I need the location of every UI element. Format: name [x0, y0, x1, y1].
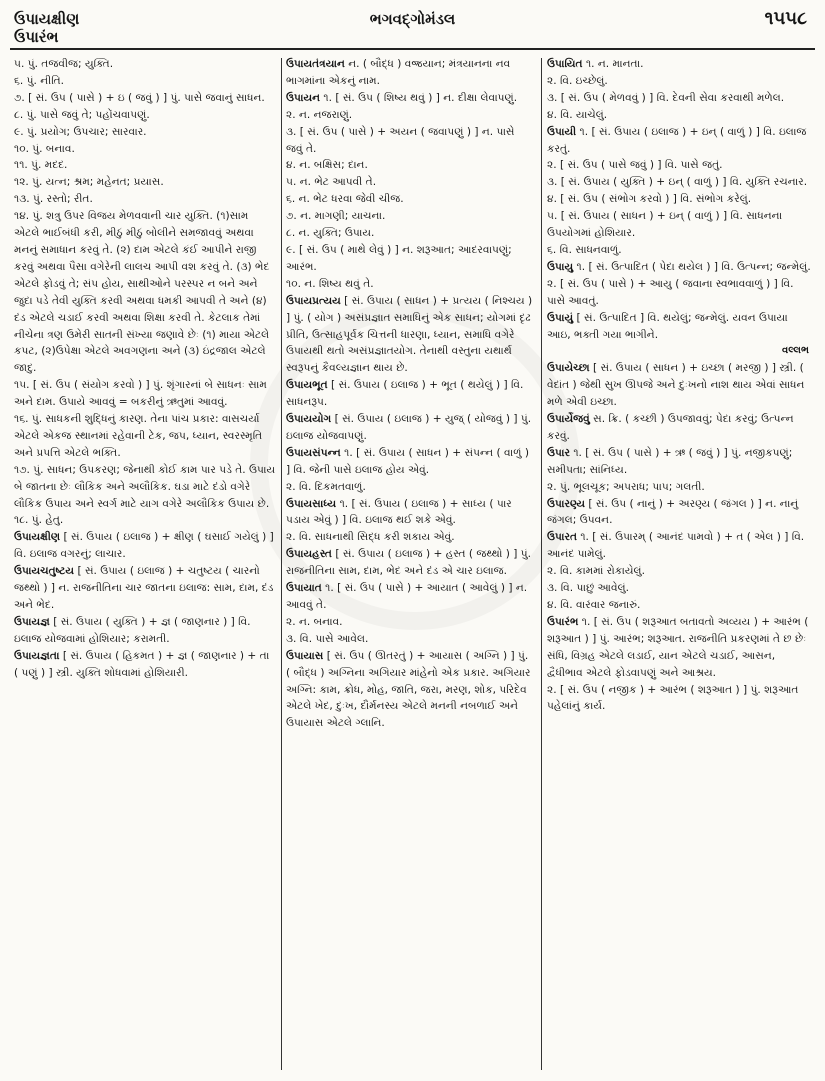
entry-definition: ૮. ન. યુક્તિ; ઉપાય.	[286, 227, 375, 240]
entry-definition: ૧૭. પું. સાધન; ઉપકરણ; જેનાથી કોઈ કામ પાર પડે તે. ઉપાય બે જાતના છેઃ લૌકિક અને અલૌકિક. ઘડા માટે દંડો વગેરે લૌકિક ઉપાય અને સ્વર્ગ માટે યાગ વગેરે અલૌકિક ઉપાય છે.	[14, 463, 276, 510]
dictionary-entry	[547, 73, 813, 90]
dictionary-entry	[286, 107, 534, 124]
entry-headword: ઉપાયી	[547, 125, 577, 138]
entry-headword: ઉપાયન	[286, 91, 321, 104]
entry-definition: ૧. [ સં. ઉપાય ( ઇલાજ ) + સાધ્ય ( પાર પડાય એવું ) ] વિ. ઇલાજ થઈ શકે એવું.	[286, 497, 512, 527]
column-divider	[281, 58, 282, 1070]
dictionary-entry	[547, 174, 813, 191]
dictionary-entry	[286, 56, 534, 90]
entry-headword: ઉપારત	[547, 531, 577, 544]
entry-definition: ૬. ન. ભેટ ધરવા જેવી ચીજ.	[286, 193, 404, 206]
dictionary-entry	[547, 157, 813, 174]
dictionary-entry	[286, 580, 534, 614]
page-number: ૧૫૫૮	[764, 8, 807, 29]
entry-definition: ૮. પું. પાસે જવું તે; પહોંચવાપણું.	[14, 108, 150, 121]
entry-headword: ઉપાયજ્ઞ	[14, 615, 50, 628]
dictionary-entry	[286, 90, 534, 107]
entry-definition: ૨. [ સં. ઉપ ( નજીક ) + આરંભ ( શરૂઆત ) ] પું. શરૂઆત પહેલાંનું કાર્ય.	[547, 683, 799, 713]
dictionary-entry	[14, 563, 276, 614]
entry-headword: ઉપાયભૂત	[286, 379, 328, 392]
entry-headword: ઉપાયેચ્છા	[547, 362, 590, 375]
entry-headword: ઉપાયહસ્ત	[286, 548, 332, 561]
entry-definition: ૧. [ સં. ઉપ ( શિષ્ય થવું ) ] ન. દીક્ષા લેવાપણું.	[320, 91, 518, 104]
dictionary-entry	[286, 157, 534, 174]
entry-definition: [ સં. ઉપાય ( યુક્તિ ) + જ્ઞ ( જાણનાર ) ] વિ. ઇલાજ યોજવામાં હોશિયાર; કરામતી.	[14, 615, 251, 645]
entry-definition: [ સં. ઉપાય ( ઇલાજ ) + ક્ષીણ ( ઘસાઈ ગયેલું ) ] વિ. ઇલાજ વગરનું; લાચાર.	[14, 531, 274, 561]
dictionary-entry	[547, 56, 813, 73]
dictionary-entry	[14, 90, 276, 107]
entry-definition: ૧. ન. માનતા.	[582, 58, 644, 70]
dictionary-entry	[286, 614, 534, 631]
entry-headword: ઉપારંભ	[547, 615, 579, 628]
dictionary-entry	[14, 512, 276, 529]
entry-headword: ઉપાયાત	[286, 582, 322, 595]
entry-definition: ૬. વિ. સાધનવાળું.	[547, 243, 622, 256]
column-3	[547, 56, 813, 1072]
dictionary-entry	[286, 479, 534, 496]
entry-definition: ૧૧. પું. મદદ.	[14, 159, 68, 172]
entry-definition: [ સં. ઉપાય ( હિકમત ) + જ્ઞ ( જાણનાર ) + તા ( પણું ) ] સ્ત્રી. યુક્તિ શોધવામાં હોશિયારી.	[14, 649, 270, 679]
header-last-word: ઉપારંભ	[14, 28, 59, 46]
entry-definition: ૪. [ સં. ઉપ ( સંભોગ કરવો ) ] વિ. સંભોગ કરેલું.	[547, 193, 752, 206]
entry-definition: [ સં. ઉપાય ( ઇલાજ ) + ચતુષ્ટય ( ચારનો જથ્થો ) ] ન. રાજનીતિના ચાર જાતના ઇલાજ: સામ, દામ, દંડ અને ભેદ.	[14, 565, 274, 611]
dictionary-entry	[14, 141, 276, 158]
dictionary-entry	[14, 124, 276, 141]
dictionary-entry	[14, 191, 276, 208]
entry-definition: ૬. પું. નીતિ.	[14, 74, 64, 87]
entry-headword: ઉપાયતંત્રયાન	[286, 58, 345, 70]
entry-definition: ૩. [ સં. ઉપ ( પાસે ) + અયન ( જવાપણું ) ] ન. પાસે જવું તે.	[286, 125, 515, 155]
dictionary-entry	[14, 529, 276, 563]
entry-definition: [ સં. ઉપાય ( સાધન ) + પ્રત્યય ( નિશ્ચય ) ] પું. ( યોગ ) અસંપ્રજ્ઞાત સમાધિનું એક સાધન; યોગમાં દૃઢ પ્રીતિ, ઉત્સાહપૂર્વક ચિત્તની ધારણા, ધ્યાન, સમાધિ વગેરે ઉપાયથી થતો અસંપ્રજ્ઞાતયોગ. તેનાથી વસ્તુના યથાર્થ સ્વરૂપનું કૈવલ્યજ્ઞાન થાય છે.	[286, 294, 533, 375]
entry-definition: ૪. વિ. યાચેલું.	[547, 108, 608, 121]
entry-definition: ૨. પું. ભૂલચૂક; અપરાધ; પાપ; ગલતી.	[547, 480, 705, 493]
dictionary-entry	[286, 174, 534, 191]
entry-headword: ઉપાયિત	[547, 58, 583, 70]
dictionary-entry	[547, 597, 813, 614]
dictionary-entry	[286, 191, 534, 208]
entry-definition: [ સં. ઉપ ( નાનું ) + અરણ્ય ( જંગલ ) ] ન. નાનું જંગલ; ઉપવન.	[547, 497, 799, 527]
column-divider	[541, 58, 542, 1070]
dictionary-entry	[547, 563, 813, 580]
entry-definition: ૩. વિ. પાછું આવેલું.	[547, 582, 629, 595]
dictionary-entry	[547, 107, 813, 124]
dictionary-entry	[286, 377, 534, 411]
entry-definition: ૩. વિ. પાસે આવેલ.	[286, 632, 369, 645]
entry-definition: ૨. [ સં. ઉપ ( પાસે જવું ) ] વિ. પાસે જતું.	[547, 159, 723, 172]
entry-definition: [ સં. ઉપાય ( સાધન ) + ઇચ્છા ( મરજી ) ] સ્ત્રી. ( વેદાંત ) જેથી સુખ ઊપજે અને દુઃખનો નાશ થાય એવાં સાધન મળે એવી ઇચ્છા.	[547, 362, 805, 409]
entry-definition: ૧. [ સં. ઉત્પાદિત ( પેદા થયેલ ) ] વિ. ઉત્પન્ન; જન્મેલું.	[573, 260, 811, 273]
dictionary-entry	[547, 90, 813, 107]
entry-headword: ઉપાર	[547, 446, 570, 459]
dictionary-entry	[547, 496, 813, 530]
dictionary-entry	[547, 259, 813, 276]
entry-definition: ૧. [ સં. ઉપાય ( ઇલાજ ) + ઇન્ ( વાળું ) ] વિ. ઇલાજ કરતું.	[547, 125, 807, 155]
entry-definition: ૨. વિ. ઇચ્છેલું.	[547, 74, 608, 87]
source-name: વલ્લભ	[782, 345, 809, 357]
entry-headword: ઉપાયુ	[547, 260, 574, 273]
dictionary-entry	[547, 614, 813, 682]
dictionary-entry	[547, 479, 813, 496]
dictionary-entry	[286, 225, 534, 242]
entry-definition: ૧. [ સં. ઉપારમ્ ( આનંદ પામવો ) + ત ( એલ ) ] વિ. આનંદ પામેલું.	[547, 531, 805, 561]
entry-definition: ૯. પું. પ્રયોગ; ઉપચાર; સારવાર.	[14, 125, 147, 138]
entry-headword: ઉપાયચતુષ્ટય	[14, 565, 75, 578]
entry-headword: ઉપાયપ્રત્યય	[286, 294, 341, 307]
dictionary-entry	[547, 208, 813, 242]
entry-definition: ૨. વિ. કામમાં રોકાયેલું.	[547, 565, 645, 578]
dictionary-entry	[14, 411, 276, 462]
dictionary-entry	[14, 648, 276, 682]
entry-definition: ૧૬. પું. સાધકની શુદ્ધિનું કારણ. તેના પાંચ પ્રકાર: વાસચર્યા એટલે એકજ સ્થાનમાં રહેવાની ટેક, જપ, ધ્યાન, સ્વરસ્મૃતિ અને પ્રપત્તિ એટલે ભક્તિ.	[14, 413, 263, 459]
entry-definition: ૧૦. પું. બનાવ.	[14, 142, 75, 155]
column-1	[14, 56, 276, 1072]
dictionary-entry	[286, 631, 534, 648]
dictionary-entry	[547, 191, 813, 208]
entry-headword: ઉપાર્યેજવું	[547, 413, 590, 426]
entry-headword: ઉપાયક્ષીણ	[14, 531, 61, 544]
entry-definition: [ સં. ઉપાય ( ઇલાજ ) + ભૂત ( થયેલું ) ] વિ. સાધનરૂપ.	[286, 379, 524, 409]
dictionary-entry	[286, 293, 534, 378]
entry-definition: [ સં. ઉપાય ( ઇલાજ ) + હસ્ત ( જથ્થો ) ] પું. રાજનીતિના સામ, દામ, ભેદ અને દંડ એ ચાર ઇલાજ.	[286, 548, 532, 578]
header-title: ભગવદ્ગોમંડલ	[369, 10, 456, 28]
dictionary-entry	[547, 580, 813, 597]
dictionary-entry	[14, 56, 276, 73]
header-first-word: ઉપાયક્ષીણ	[14, 10, 80, 28]
entry-definition: ૧. [ સં. ઉપ ( શરૂઆત બતાવતો અવ્યય ) + આરંભ ( શરૂઆત ) ] પું. આરંભ; શરૂઆત. રાજનીતિ પ્રકરણમાં તે છ છેઃ સંધિ, વિગ્રહ એટલે લડાઈ, યાન એટલે ચડાઈ, આસન, દ્વૈધીભાવ એટલે ફોડવાપણું અને આશ્રય.	[547, 615, 809, 679]
dictionary-entry	[547, 242, 813, 259]
entry-headword: ઉપાયયોગ	[286, 413, 332, 426]
entry-definition: [ સં. ઉપ ( ઊતરતું ) + આયાસ ( અગ્નિ ) ] પું. ( બૌદ્ધ ) અગ્નિના અગિયાર માંહેનો એક પ્રકાર. અગિયાર અગ્નિ: કામ, ક્રોધ, મોહ, જાતિ, જરા, મરણ, શોક, પરિદેવ એટલે ખેદ, દુઃખ, દૌર્મનસ્ય એટલે મનની નબળાઈ અને ઉપાયાસ એટલે ગ્લાનિ.	[286, 649, 531, 730]
dictionary-entry	[286, 124, 534, 158]
entry-definition: ૫. ન. ભેટ આપવી તે.	[286, 176, 377, 189]
dictionary-entry	[547, 445, 813, 479]
entry-definition: ૨. ન. નજરાણું.	[286, 108, 353, 121]
entry-definition: ૨. વિ. દિકમતવાળું.	[286, 480, 366, 493]
dictionary-entry	[14, 107, 276, 124]
dictionary-entry	[547, 411, 813, 445]
header-rule	[10, 48, 815, 50]
dictionary-entry	[14, 73, 276, 90]
dictionary-entry	[286, 529, 534, 546]
entry-headword: ઉપાયસંપન્ન	[286, 446, 341, 459]
entry-definition: ૨. ન. બનાવ.	[286, 615, 343, 628]
entry-definition: સ. ક્રિ. ( કચ્છી ) ઉપજાવવું; પેદા કરવું; ઉત્પન્ન કરવું.	[547, 413, 794, 442]
dictionary-entry	[14, 157, 276, 174]
entry-definition: ૧૮. પું. હેતુ.	[14, 514, 64, 527]
entry-definition: ૭. [ સં. ઉપ ( પાસે ) + ઇ ( જવું ) ] પું. પાસે જવાનું સાધન.	[14, 91, 265, 104]
page-header	[0, 0, 825, 44]
entry-headword: ઉપાયજ્ઞતા	[14, 649, 60, 662]
entry-definition: ૨. [ સં. ઉપ ( પાસે ) + આયુ ( જવાના સ્વભાવવાળું ) ] વિ. પાસે આવતું.	[547, 277, 794, 307]
dictionary-entry	[286, 411, 534, 445]
entry-definition: ૫. પું. તજવીજ; યુક્તિ.	[14, 58, 114, 70]
entry-definition: [ સં. ઉપાય ( ઇલાજ ) + યુજ્ ( યોજવું ) ] પું. ઇલાજ યોજવાપણું.	[286, 413, 532, 442]
dictionary-entry	[547, 529, 813, 563]
entry-definition: ૧૪. પું. શત્રુ ઉપર વિજય મેળવવાની ચાર યુક્તિ. (૧)સામ એટલે ભાઈબંધી કરી, મીઠું મીઠું બોલીને સમજાવવું અથવા મનનું સમાધાન કરવું તે. (૨) દામ એટલે કંઈ આપીને રાજી કરવું અથવા પૈસા વગેરેની લાલચ આપી વશ કરવું તે. (૩) ભેદ એટલે ફોડવું તે; સંપ હોય, સાથીઓને પરસ્પર ન બને અને જુદા પડે તેવી યુક્તિ કરવી અથવા ધમકી આપવી તે અને (૪) દંડ એટલે ચડાઈ કરવી અથવા શિક્ષા કરવી તે. કેટલાક તેમાં નીચેના ત્રણ ઉમેરી સાતની સંખ્યા જણાવે છેઃ (૧) માયા એટલે કપટ, (૨)ઉપેક્ષા એટલે અવગણના અને (૩) ઇંદ્રજાલ એટલે જાદુ.	[14, 210, 270, 375]
entry-headword: ઉપારણ્ય	[547, 497, 586, 510]
dictionary-entry	[286, 242, 534, 276]
entry-definition: ૧૩. પું. રસ્તો; રીત.	[14, 193, 93, 206]
entry-definition: ૭. ન. માગણી; યાચના.	[286, 210, 386, 223]
dictionary-entry	[286, 496, 534, 530]
column-2	[286, 56, 534, 1072]
dictionary-entry	[14, 614, 276, 648]
entry-definition: ૩. [ સં. ઉપ ( મેળવવું ) ] વિ. દેવની સેવા કરવાથી મળેલ.	[547, 91, 785, 104]
entry-headword: ઉપાયું	[547, 311, 574, 324]
dictionary-entry	[286, 546, 534, 580]
dictionary-entry	[14, 174, 276, 191]
dictionary-entry	[547, 360, 813, 411]
entry-definition: ૪. ન. બક્ષિસ; દાન.	[286, 159, 368, 172]
dictionary-entry	[547, 124, 813, 158]
entry-definition: ૧૦. ન. શિષ્ય થવું તે.	[286, 277, 374, 290]
entry-definition: ૧૨. પું. યત્ન; શ્રમ; મહેનત; પ્રયાસ.	[14, 176, 164, 189]
entry-definition: ૫. [ સં. ઉપાય ( સાધન ) + ઇન્ ( વાળું ) ] વિ. સાધનના ઉપયોગમાં હોશિયાર.	[547, 210, 783, 240]
entry-headword: ઉપાયાસ	[286, 649, 324, 662]
dictionary-entry	[286, 276, 534, 293]
dictionary-entry	[286, 445, 534, 479]
entry-definition: ૪. વિ. વારંવાર જનારું.	[547, 599, 641, 611]
dictionary-entry	[14, 208, 276, 377]
entry-definition: ૩. [ સં. ઉપાય ( યુક્તિ ) + ઇન્ ( વાળું ) ] વિ. યુક્તિ રચનાર.	[547, 176, 808, 189]
entry-definition: ન. ( બૌદ્ધ ) વજ્રયાન; મંત્રયાનના નવ ભાગમાંના એકનું નામ.	[286, 58, 511, 87]
dictionary-entry	[286, 208, 534, 225]
entry-definition: ૯. [ સં. ઉપ ( માથે લેવું ) ] ન. શરૂઆત; આદરવાપણું; આરંભ.	[286, 243, 512, 273]
entry-definition: ૧. [ સં. ઉપ ( પાસે ) + ઋ ( જવું ) ] પું. નજીકપણું; સમીપતા; સાંનિધ્ય.	[547, 446, 793, 476]
entry-definition: ૧. [ સં. ઉપ ( પાસે ) + આયાત ( આવેલું ) ] ન. આવવું તે.	[286, 582, 528, 611]
entry-definition: [ સં. ઉત્પાદિત ] વિ. થયેલું; જન્મેલું. યવન ઉપાયા આઇ, ભક્તી ગયા ભાગીને.	[547, 311, 788, 341]
entry-definition: ૧૫. [ સં. ઉપ ( સંયોગ કરવો ) ] પું. શૃંગારનાં બે સાધનઃ સામ અને દામ. ઉપાયે આવવું = બકરીનું ઋતુમાં આવવું.	[14, 379, 267, 409]
dictionary-entry	[547, 310, 813, 344]
entry-definition: ૨. વિ. સાધનાથી સિદ્ધ કરી શકાય એવું.	[286, 531, 455, 544]
dictionary-entry	[547, 276, 813, 310]
dictionary-entry	[547, 682, 813, 716]
dictionary-entry	[14, 462, 276, 513]
quotation-source	[547, 343, 813, 360]
dictionary-entry	[286, 648, 534, 733]
entry-headword: ઉપાયસાધ્ય	[286, 497, 337, 510]
entry-definition: ૧. [ સં. ઉપાય ( સાધન ) + સંપન્ન ( વાળું ) ] વિ. જેની પાસે ઇલાજ હોય એવું.	[286, 446, 529, 476]
dictionary-entry	[14, 377, 276, 411]
